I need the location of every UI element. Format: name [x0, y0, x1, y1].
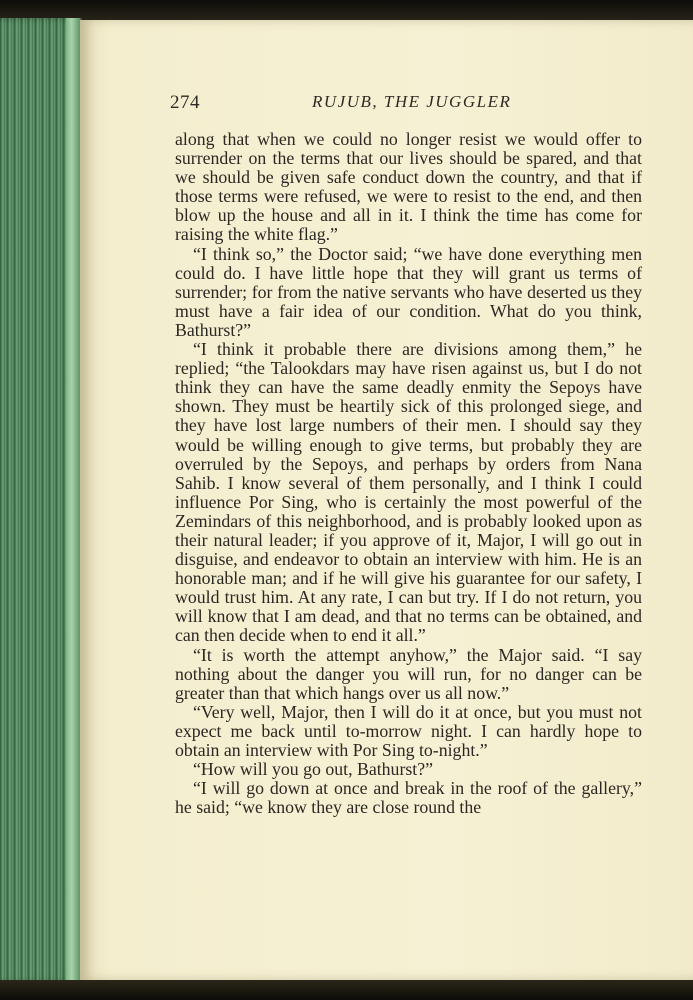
paragraph: along that when we could no longer resist we would offer to surrender on the terms that our lives should be spared, and that we should be given safe conduct down the country, and that if those terms were refused, we were to resist to the end, and then blow up the house and all in it. I think the time has come for raising the white flag.”: [175, 129, 642, 245]
paragraph: “I think it probable there are divisions among them,” he replied; “the Talookdars may have risen against us, but I do not think they can have the same deadly enmity the Sepoys have shown. They must be heartily sick of this prolonged siege, and they have lost large numbers of their men. I should say they would be willing enough to give terms, but probably they are overruled by the Sepoys, and perhaps by orders from Nana Sahib. I know several of them personally, and I think I could influence Por Sing, who is certainly the most powerful of the Zemindars of this neighborhood, and is probably looked upon as their natural leader; if you approve of it, Major, I will go out in disguise, and endeavor to obtain an interview with him. He is an honorable man; and if he will give his guarantee for our safety, I would trust him. At any rate, I can but try. If I do not return, you will know that I am dead, and that no terms can be obtained, and can then decide when to end it all.”: [175, 339, 642, 646]
paragraph: “I think so,” the Doctor said; “we have done everything men could do. I have little hope that they will grant us terms of surrender; for from the native servants who have deserted us they must have a fair idea of our condition. What do you think, Bathurst?”: [175, 243, 642, 340]
bottom-shadow: [0, 980, 693, 1000]
paragraph: “How will you go out, Bathurst?”: [193, 759, 434, 780]
paragraph: “I will go down at once and break in the roof of the gallery,” he said; “we know they are close round the: [175, 778, 642, 818]
body-text: [175, 130, 642, 817]
page-number: 274: [170, 92, 200, 113]
paragraph: “It is worth the attempt anyhow,” the Major said. “I say nothing about the danger you will run, for no danger can be greater than that which hangs over us all now.”: [175, 644, 642, 703]
page-header: [170, 92, 645, 116]
top-shadow: [0, 0, 693, 22]
paragraph: “Very well, Major, then I will do it at once, but you must not expect me back until to-morrow night. I can hardly hope to obtain an interview with Por Sing to-night.”: [175, 701, 642, 760]
running-title: RUJUB, THE JUGGLER: [312, 92, 512, 111]
page-edge-highlight: [66, 18, 80, 983]
